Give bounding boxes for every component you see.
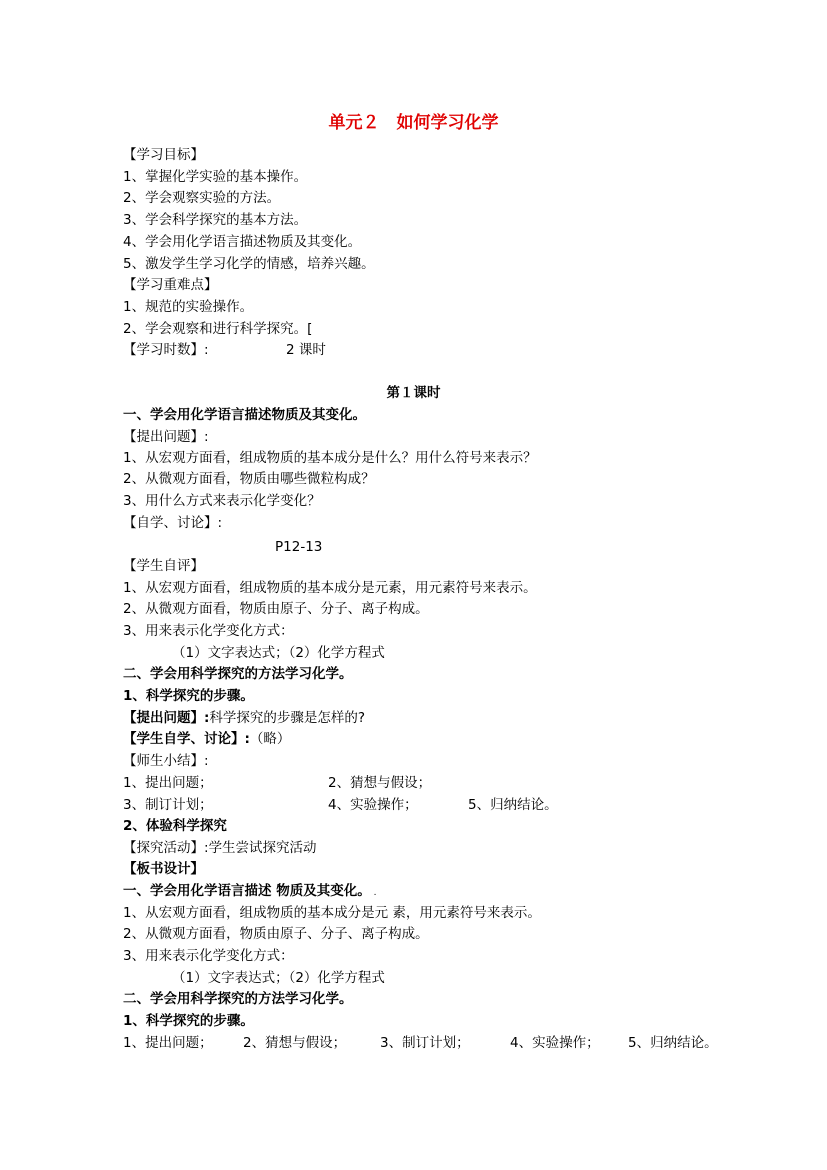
question-heading: 【提出问题】: [123,429,209,445]
board-heading: 【板书设计】 [123,861,204,877]
board-item: 2、从微观方面看，物质由原子、分子、离子构成。 [123,926,429,942]
difficulty-heading: 【学习重难点】 [123,277,218,293]
activity-text: 学生尝试探究活动 [208,840,317,856]
section1-heading: 一、学会用化学语言描述物质及其变化。 [123,407,366,423]
summary-heading: 【师生小结】: [123,753,209,769]
steps-discuss-label: 【学生自学、讨论】: [123,731,250,747]
board-section1-text: 一、学会用化学语言描述 物质及其变化。 [123,883,371,899]
goal-item: 2、学会观察实验的方法。 [123,190,281,206]
goals-heading: 【学习目标】 [123,147,204,163]
steps-question-label: 【提出问题】: [123,710,210,726]
eval-heading: 【学生自评】 [123,558,204,574]
eval-item: （1）文字表达式；（2）化学方程式 [172,645,385,661]
selfstudy-heading: 【自学、讨论】: [123,515,223,531]
lesson-title: 第１课时 [386,385,441,401]
difficulty-item: 1、规范的实验操作。 [123,299,254,315]
board-step: 5、归纳结论。 [628,1035,718,1051]
eval-item: 2、从微观方面看，物质由原子、分子、离子构成。 [123,601,429,617]
summary-step: 2、猜想与假设； [328,775,432,791]
steps-question-text: 科学探究的步骤是怎样的? [209,710,366,726]
board-step: 4、实验操作； [510,1035,600,1051]
board-section1-suffix: . [370,888,377,898]
steps-question [123,709,365,727]
summary-step: 4、实验操作； [328,797,418,813]
board-steps-heading: 1、科学探究的步骤。 [123,1013,254,1029]
question-item: 1、从宏观方面看，组成物质的基本成分是什么？用什么符号来表示？ [123,450,537,466]
goal-item: 4、学会用化学语言描述物质及其变化。 [123,234,362,250]
summary-step: 1、提出问题； [123,775,213,791]
activity-label: 【探究活动】: [123,840,209,856]
question-item: 3、用什么方式来表示化学变化？ [123,493,321,509]
section2-heading: 二、学会用科学探究的方法学习化学。 [123,666,353,682]
summary-step: 3、制订计划； [123,797,213,813]
question-item: 2、从微观方面看，物质由哪些微粒构成？ [123,471,375,487]
board-step: 3、制订计划； [380,1035,470,1051]
board-section1 [123,882,376,902]
goal-item: 3、学会科学探究的基本方法。 [123,212,308,228]
board-step: 1、提出问题； [123,1035,213,1051]
eval-item: 1、从宏观方面看，组成物质的基本成分是元素，用元素符号来表示。 [123,580,537,596]
goal-item: 5、激发学生学习化学的情感，培养兴趣。 [123,256,375,272]
difficulty-item: 2、学会观察和进行科学探究。[ [123,321,313,337]
board-item: （1）文字表达式；（2）化学方程式 [172,970,385,986]
board-item: 1、从宏观方面看，组成物质的基本成分是元 素，用元素符号来表示。 [123,905,541,921]
steps-heading: 1、科学探究的步骤。 [123,688,254,704]
board-step: 2、猜想与假设； [243,1035,347,1051]
hours-label: 【学习时数】: [123,342,209,358]
steps-discuss [123,730,290,748]
summary-step: 5、归纳结论。 [468,797,558,813]
goal-item: 1、掌握化学实验的基本操作。 [123,169,308,185]
activity [123,839,317,857]
steps-discuss-text: （略） [249,731,291,747]
eval-item: 3、用来表示化学变化方式： [123,623,294,639]
selfstudy-page: P12-13 [275,539,323,555]
board-section2: 二、学会用科学探究的方法学习化学。 [123,991,353,1007]
page-title: 单元２ 如何学习化学 [328,113,499,133]
hours-value: 2 课时 [286,342,326,358]
experience-heading: 2、体验科学探究 [123,818,227,834]
board-item: 3、用来表示化学变化方式： [123,948,294,964]
